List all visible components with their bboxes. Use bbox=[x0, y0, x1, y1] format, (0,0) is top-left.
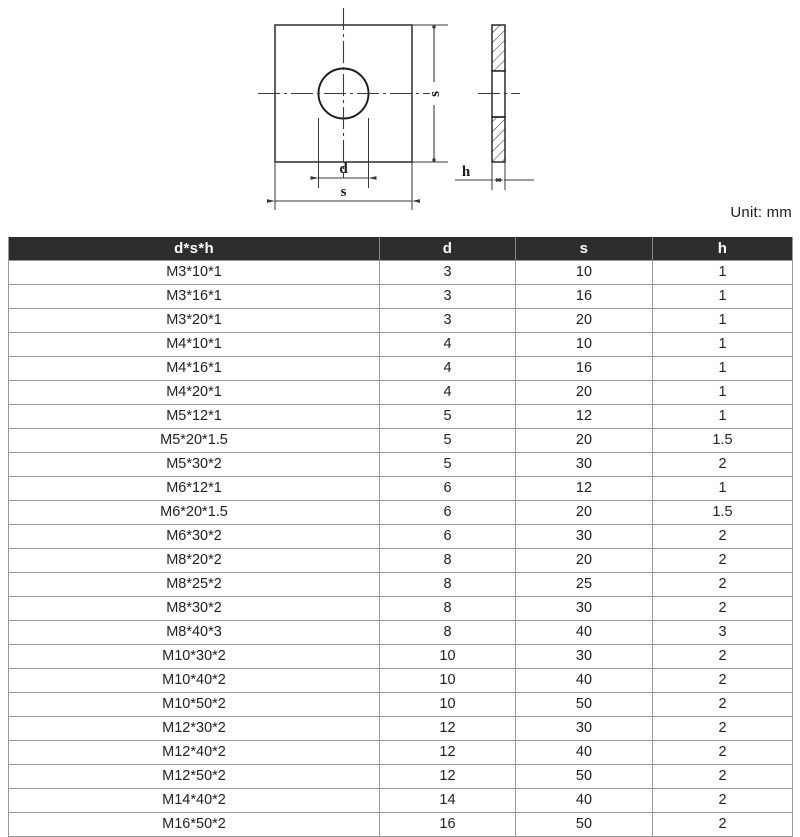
table-row bbox=[9, 333, 793, 357]
table-row bbox=[9, 261, 793, 285]
cell-s: 40 bbox=[516, 741, 653, 765]
table-row bbox=[9, 669, 793, 693]
cell-d: 8 bbox=[380, 549, 516, 573]
table-row bbox=[9, 717, 793, 741]
cell-s: 50 bbox=[516, 813, 653, 837]
cell-h: 2 bbox=[653, 597, 793, 621]
cell-size: M12*30*2 bbox=[9, 717, 380, 741]
cell-s: 50 bbox=[516, 693, 653, 717]
cell-s: 20 bbox=[516, 501, 653, 525]
cell-s: 16 bbox=[516, 357, 653, 381]
table-row bbox=[9, 381, 793, 405]
cell-size: M6*30*2 bbox=[9, 525, 380, 549]
cell-s: 12 bbox=[516, 477, 653, 501]
cell-s: 25 bbox=[516, 573, 653, 597]
cell-s: 16 bbox=[516, 285, 653, 309]
dimension-label-d: d bbox=[339, 161, 348, 177]
cell-d: 12 bbox=[380, 717, 516, 741]
cell-d: 12 bbox=[380, 741, 516, 765]
table-row bbox=[9, 549, 793, 573]
cell-h: 2 bbox=[653, 669, 793, 693]
cell-size: M12*50*2 bbox=[9, 765, 380, 789]
table-header-row bbox=[9, 237, 793, 261]
specification-table-container bbox=[8, 237, 792, 837]
cell-d: 3 bbox=[380, 285, 516, 309]
cell-d: 4 bbox=[380, 357, 516, 381]
cell-size: M5*12*1 bbox=[9, 405, 380, 429]
cell-d: 5 bbox=[380, 453, 516, 477]
table-body bbox=[9, 261, 793, 837]
table-header bbox=[9, 237, 793, 261]
cell-d: 3 bbox=[380, 309, 516, 333]
cell-s: 50 bbox=[516, 765, 653, 789]
table-row bbox=[9, 813, 793, 837]
table-row bbox=[9, 477, 793, 501]
cell-h: 1 bbox=[653, 285, 793, 309]
table-row bbox=[9, 309, 793, 333]
cell-s: 20 bbox=[516, 381, 653, 405]
table-row bbox=[9, 741, 793, 765]
cell-s: 12 bbox=[516, 405, 653, 429]
cell-d: 4 bbox=[380, 333, 516, 357]
side-view-group bbox=[478, 25, 520, 162]
table-row bbox=[9, 501, 793, 525]
cell-h: 2 bbox=[653, 549, 793, 573]
cell-h: 3 bbox=[653, 621, 793, 645]
cell-size: M8*30*2 bbox=[9, 597, 380, 621]
table-row bbox=[9, 573, 793, 597]
cell-s: 30 bbox=[516, 525, 653, 549]
cell-h: 1 bbox=[653, 477, 793, 501]
cell-d: 8 bbox=[380, 621, 516, 645]
cell-d: 3 bbox=[380, 261, 516, 285]
table-row bbox=[9, 405, 793, 429]
cell-size: M8*20*2 bbox=[9, 549, 380, 573]
cell-size: M4*16*1 bbox=[9, 357, 380, 381]
dimension-label-s-vertical: s bbox=[427, 91, 443, 97]
cell-size: M8*40*3 bbox=[9, 621, 380, 645]
cell-h: 2 bbox=[653, 789, 793, 813]
cell-size: M4*10*1 bbox=[9, 333, 380, 357]
cell-size: M8*25*2 bbox=[9, 573, 380, 597]
table-row bbox=[9, 621, 793, 645]
cell-s: 10 bbox=[516, 261, 653, 285]
dimension-label-s-horizontal: s bbox=[340, 184, 347, 200]
dimension-label-h: h bbox=[461, 164, 471, 180]
cell-h: 2 bbox=[653, 741, 793, 765]
cell-d: 10 bbox=[380, 645, 516, 669]
cell-h: 2 bbox=[653, 453, 793, 477]
cell-d: 5 bbox=[380, 405, 516, 429]
cell-h: 1 bbox=[653, 357, 793, 381]
cell-h: 1 bbox=[653, 405, 793, 429]
specification-table bbox=[8, 237, 793, 837]
cell-size: M10*30*2 bbox=[9, 645, 380, 669]
cell-d: 5 bbox=[380, 429, 516, 453]
side-body-lower bbox=[492, 117, 505, 162]
front-view-group bbox=[258, 8, 430, 178]
cell-size: M3*20*1 bbox=[9, 309, 380, 333]
cell-d: 10 bbox=[380, 669, 516, 693]
cell-d: 14 bbox=[380, 789, 516, 813]
cell-h: 1.5 bbox=[653, 429, 793, 453]
cell-d: 4 bbox=[380, 381, 516, 405]
cell-s: 20 bbox=[516, 429, 653, 453]
cell-s: 20 bbox=[516, 309, 653, 333]
cell-size: M4*20*1 bbox=[9, 381, 380, 405]
cell-h: 2 bbox=[653, 717, 793, 741]
cell-s: 30 bbox=[516, 717, 653, 741]
table-row bbox=[9, 357, 793, 381]
cell-s: 30 bbox=[516, 645, 653, 669]
cell-h: 2 bbox=[653, 765, 793, 789]
cell-s: 40 bbox=[516, 621, 653, 645]
table-row bbox=[9, 645, 793, 669]
cell-s: 40 bbox=[516, 789, 653, 813]
column-header-s: s bbox=[516, 237, 653, 261]
table-row bbox=[9, 693, 793, 717]
cell-size: M10*40*2 bbox=[9, 669, 380, 693]
cell-d: 6 bbox=[380, 525, 516, 549]
cell-size: M3*10*1 bbox=[9, 261, 380, 285]
cell-s: 20 bbox=[516, 549, 653, 573]
cell-size: M5*20*1.5 bbox=[9, 429, 380, 453]
cell-size: M6*20*1.5 bbox=[9, 501, 380, 525]
cell-size: M5*30*2 bbox=[9, 453, 380, 477]
technical-drawing bbox=[0, 0, 800, 232]
cell-h: 1 bbox=[653, 261, 793, 285]
cell-size: M6*12*1 bbox=[9, 477, 380, 501]
cell-h: 2 bbox=[653, 573, 793, 597]
cell-h: 1 bbox=[653, 333, 793, 357]
cell-d: 12 bbox=[380, 765, 516, 789]
table-row bbox=[9, 765, 793, 789]
unit-note: Unit: mm bbox=[730, 204, 792, 221]
cell-size: M3*16*1 bbox=[9, 285, 380, 309]
cell-size: M14*40*2 bbox=[9, 789, 380, 813]
cell-s: 30 bbox=[516, 597, 653, 621]
cell-h: 1 bbox=[653, 309, 793, 333]
cell-d: 16 bbox=[380, 813, 516, 837]
table-row bbox=[9, 453, 793, 477]
cell-s: 10 bbox=[516, 333, 653, 357]
table-row bbox=[9, 789, 793, 813]
table-row bbox=[9, 429, 793, 453]
cell-h: 2 bbox=[653, 525, 793, 549]
cell-d: 6 bbox=[380, 501, 516, 525]
cell-s: 30 bbox=[516, 453, 653, 477]
cell-h: 2 bbox=[653, 813, 793, 837]
table-row bbox=[9, 525, 793, 549]
cell-d: 10 bbox=[380, 693, 516, 717]
cell-h: 1.5 bbox=[653, 501, 793, 525]
column-header-size: d*s*h bbox=[9, 237, 380, 261]
cell-s: 40 bbox=[516, 669, 653, 693]
column-header-h: h bbox=[653, 237, 793, 261]
cell-d: 8 bbox=[380, 573, 516, 597]
cell-d: 6 bbox=[380, 477, 516, 501]
table-row bbox=[9, 597, 793, 621]
thickness-dimension bbox=[455, 162, 534, 190]
side-body-upper bbox=[492, 25, 505, 71]
table-row bbox=[9, 285, 793, 309]
cell-h: 2 bbox=[653, 645, 793, 669]
cell-h: 1 bbox=[653, 381, 793, 405]
cell-size: M16*50*2 bbox=[9, 813, 380, 837]
washer-drawing-svg bbox=[0, 0, 800, 232]
cell-h: 2 bbox=[653, 693, 793, 717]
cell-d: 8 bbox=[380, 597, 516, 621]
cell-size: M10*50*2 bbox=[9, 693, 380, 717]
cell-size: M12*40*2 bbox=[9, 741, 380, 765]
column-header-d: d bbox=[380, 237, 516, 261]
